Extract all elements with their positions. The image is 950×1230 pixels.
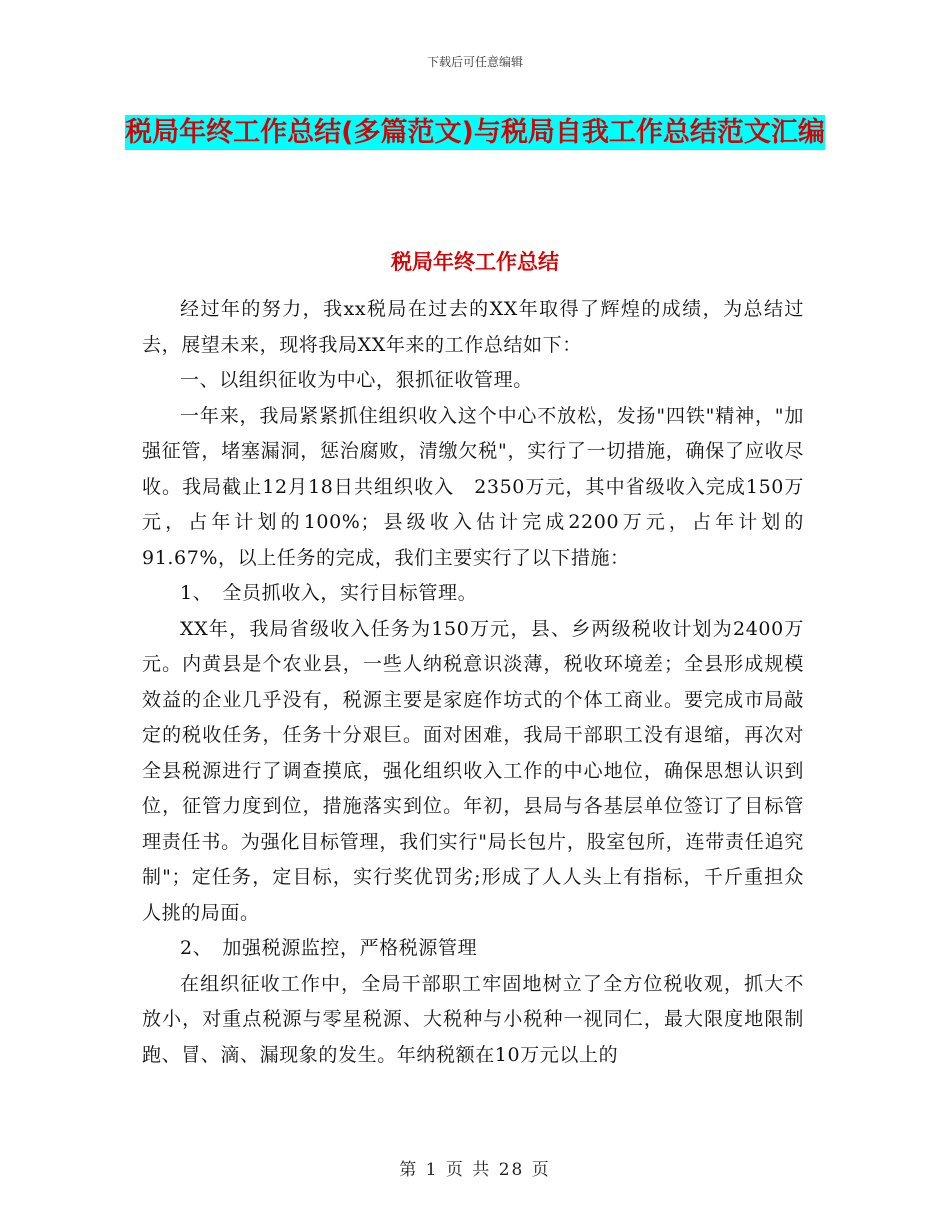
section-title: 税局年终工作总结	[391, 250, 559, 274]
header-note: 下载后可任意编辑	[426, 55, 523, 69]
document-title	[120, 110, 830, 156]
page-number-footer: 第 1 页 共 28 页	[399, 1160, 551, 1180]
paragraph-revenue: 一年来，我局紧紧抓住组织收入这个中心不放松，发扬"四铁"精神，"加强征管，堵塞漏洞，惩治腐败，清缴欠税"，实行了一切措施，确保了应收尽收。我局截止12月18日共组织收入 2350万元，其中省级收入完成150万元，占年计划的100%；县级收入估计完成2200万元，占年计划的91.67%，以上任务的完成，我们主要实行了以下措施：	[142, 404, 804, 569]
paragraph-intro: 经过年的努力，我xx税局在过去的XX年取得了辉煌的成绩，为总结过去，展望未来，现将我局XX年来的工作总结如下：	[142, 298, 804, 356]
body-text	[142, 292, 804, 1073]
paragraph-target-management: XX年，我局省级收入任务为150万元，县、乡两级税收计划为2400万元。内黄县是个农业县，一些人纳税意识淡薄，税收环境差；全县形成规模效益的企业几乎没有，税源主要是家庭作坊式的个体工商业。要完成市局敲定的税收任务，任务十分艰巨。面对困难，我局干部职工没有退缩，再次对全县税源进行了调查摸底，强化组织收入工作的中心地位，确保思想认识到位，征管力度到位，措施落实到位。年初，县局与各基层单位签订了目标管理责任书。为强化目标管理，我们实行"局长包片，股室包所，连带责任追究制"；定任务，定目标，实行奖优罚劣;形成了人人头上有指标，千斤重担众人挑的局面。	[142, 617, 804, 924]
paragraph-heading-1: 一、以组织征收为中心，狠抓征收管理。	[180, 369, 533, 391]
paragraph-tax-source: 在组织征收工作中，全局干部职工牢固地树立了全方位税收观，抓大不放小，对重点税源与零星税源、大税种与小税种一视同仁，最大限度地限制跑、冒、滴、漏现象的发生。年纳税额在10万元以上的	[142, 972, 804, 1066]
document-title-text: 税局年终工作总结(多篇范文)与税局自我工作总结范文汇编	[125, 117, 825, 148]
paragraph-subheading-1: 1、 全员抓收入，实行目标管理。	[180, 582, 478, 604]
paragraph-subheading-2: 2、 加强税源监控，严格税源管理	[180, 937, 478, 959]
